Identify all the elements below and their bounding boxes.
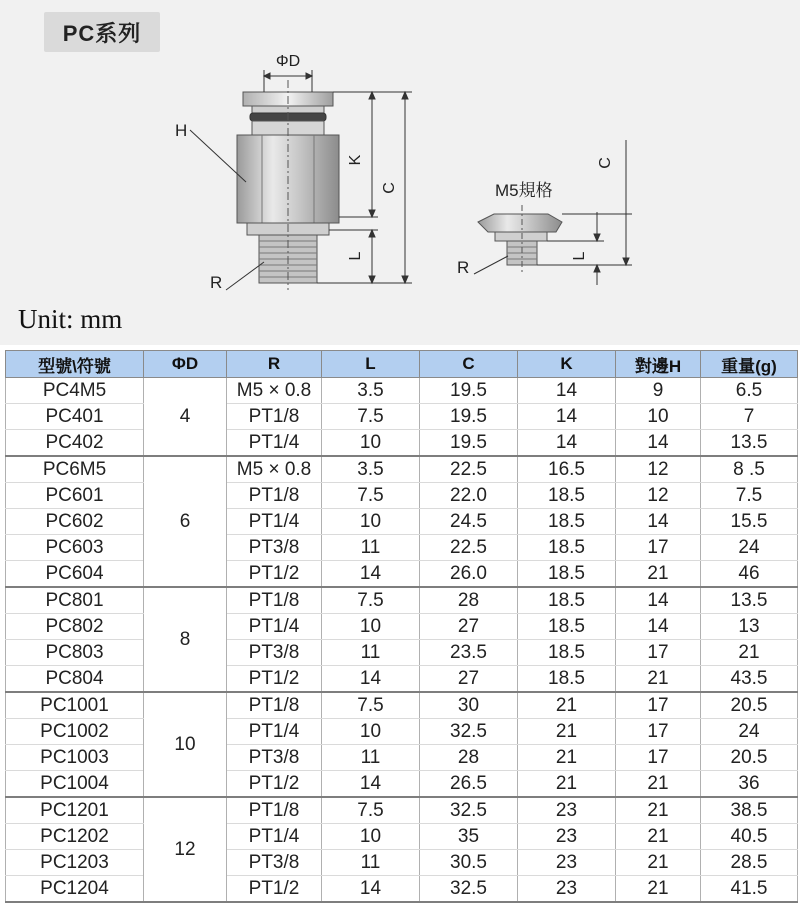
weight-cell: 43.5 xyxy=(701,666,798,693)
hex-h-cell: 21 xyxy=(616,797,701,824)
k-cell: 23 xyxy=(518,876,616,903)
model-cell: PC602 xyxy=(6,509,144,535)
spec-table xyxy=(5,350,798,903)
hex-h-cell: 17 xyxy=(616,692,701,719)
r-thread-cell: PT3/8 xyxy=(227,535,322,561)
col-header-weight: 重量(g) xyxy=(701,351,798,378)
table-row xyxy=(6,614,798,640)
model-cell: PC1002 xyxy=(6,719,144,745)
table-row xyxy=(6,456,798,483)
table-row xyxy=(6,850,798,876)
hex-h-cell: 17 xyxy=(616,535,701,561)
hex-h-cell: 10 xyxy=(616,404,701,430)
model-cell: PC803 xyxy=(6,640,144,666)
model-cell: PC402 xyxy=(6,430,144,457)
weight-cell: 20.5 xyxy=(701,692,798,719)
l-cell: 7.5 xyxy=(322,692,420,719)
r-thread-cell: PT1/4 xyxy=(227,719,322,745)
c-cell: 24.5 xyxy=(420,509,518,535)
k-cell: 21 xyxy=(518,771,616,798)
table-row xyxy=(6,378,798,404)
weight-cell: 46 xyxy=(701,561,798,588)
l-cell: 11 xyxy=(322,640,420,666)
l-cell: 7.5 xyxy=(322,483,420,509)
k-cell: 18.5 xyxy=(518,587,616,614)
l-cell: 10 xyxy=(322,509,420,535)
k-cell: 18.5 xyxy=(518,535,616,561)
l-cell: 14 xyxy=(322,876,420,903)
c-cell: 32.5 xyxy=(420,797,518,824)
c-cell: 30 xyxy=(420,692,518,719)
k-cell: 21 xyxy=(518,719,616,745)
model-cell: PC4M5 xyxy=(6,378,144,404)
l-cell: 11 xyxy=(322,745,420,771)
r-label: R xyxy=(210,273,223,292)
l-cell: 3.5 xyxy=(322,378,420,404)
k-cell: 18.5 xyxy=(518,666,616,693)
c-cell: 23.5 xyxy=(420,640,518,666)
hex-h-cell: 14 xyxy=(616,430,701,457)
r-thread-cell: PT1/8 xyxy=(227,404,322,430)
l-cell: 10 xyxy=(322,614,420,640)
model-cell: PC1001 xyxy=(6,692,144,719)
table-row xyxy=(6,771,798,798)
weight-cell: 13.5 xyxy=(701,430,798,457)
c-cell: 30.5 xyxy=(420,850,518,876)
diameter-cell: 6 xyxy=(144,456,227,587)
fitting-body xyxy=(237,80,339,290)
diameter-cell: 4 xyxy=(144,378,227,457)
l-cell: 14 xyxy=(322,771,420,798)
c-cell: 22.5 xyxy=(420,535,518,561)
model-cell: PC401 xyxy=(6,404,144,430)
weight-cell: 41.5 xyxy=(701,876,798,903)
weight-cell: 7 xyxy=(701,404,798,430)
weight-cell: 24 xyxy=(701,535,798,561)
hex-h-cell: 9 xyxy=(616,378,701,404)
r-thread-cell: PT3/8 xyxy=(227,640,322,666)
c-cell: 28 xyxy=(420,587,518,614)
table-row xyxy=(6,666,798,693)
col-header-diameter: ΦD xyxy=(144,351,227,378)
phi-d-label: ΦD xyxy=(275,53,301,70)
model-cell: PC604 xyxy=(6,561,144,588)
k-cell: 18.5 xyxy=(518,483,616,509)
c-cell: 26.0 xyxy=(420,561,518,588)
l-cell: 14 xyxy=(322,666,420,693)
c-cell: 32.5 xyxy=(420,876,518,903)
k-cell: 23 xyxy=(518,797,616,824)
k-cell: 16.5 xyxy=(518,456,616,483)
diameter-cell: 12 xyxy=(144,797,227,902)
table-row xyxy=(6,692,798,719)
hex-h-cell: 17 xyxy=(616,745,701,771)
k-cell: 18.5 xyxy=(518,614,616,640)
hex-h-cell: 12 xyxy=(616,483,701,509)
r-thread-cell: PT1/2 xyxy=(227,876,322,903)
model-cell: PC601 xyxy=(6,483,144,509)
table-row xyxy=(6,509,798,535)
fitting-dimension-drawing xyxy=(0,0,800,345)
l-cell: 11 xyxy=(322,850,420,876)
r-thread-cell: PT1/2 xyxy=(227,561,322,588)
weight-cell: 15.5 xyxy=(701,509,798,535)
k-cell: 21 xyxy=(518,692,616,719)
table-row xyxy=(6,430,798,457)
weight-cell: 6.5 xyxy=(701,378,798,404)
r-thread-cell: M5 × 0.8 xyxy=(227,378,322,404)
m5-dimensions xyxy=(537,140,632,285)
diameter-cell: 10 xyxy=(144,692,227,797)
hex-h-cell: 21 xyxy=(616,850,701,876)
r-thread-cell: PT1/8 xyxy=(227,483,322,509)
r-thread-cell: PT1/4 xyxy=(227,824,322,850)
hex-h-cell: 12 xyxy=(616,456,701,483)
weight-cell: 8 .5 xyxy=(701,456,798,483)
c-cell: 22.0 xyxy=(420,483,518,509)
h-label: H xyxy=(175,121,188,140)
l-cell: 7.5 xyxy=(322,404,420,430)
l-cell: 3.5 xyxy=(322,456,420,483)
m5-fitting-body xyxy=(478,205,562,272)
model-cell: PC801 xyxy=(6,587,144,614)
hex-h-cell: 14 xyxy=(616,587,701,614)
l-cell: 7.5 xyxy=(322,587,420,614)
r-thread-cell: PT1/8 xyxy=(227,797,322,824)
series-title: PC系列 xyxy=(44,12,160,52)
r-thread-cell: PT1/4 xyxy=(227,430,322,457)
table-row xyxy=(6,404,798,430)
c-label: C xyxy=(381,182,398,194)
hex-h-cell: 14 xyxy=(616,509,701,535)
weight-cell: 20.5 xyxy=(701,745,798,771)
k-cell: 18.5 xyxy=(518,640,616,666)
c-cell: 19.5 xyxy=(420,430,518,457)
table-row xyxy=(6,719,798,745)
r-thread-cell: PT3/8 xyxy=(227,850,322,876)
model-cell: PC1003 xyxy=(6,745,144,771)
model-cell: PC1204 xyxy=(6,876,144,903)
c-cell: 28 xyxy=(420,745,518,771)
r-thread-cell: PT1/8 xyxy=(227,587,322,614)
r-thread-cell: PT1/2 xyxy=(227,666,322,693)
table-row xyxy=(6,797,798,824)
weight-cell: 7.5 xyxy=(701,483,798,509)
weight-cell: 28.5 xyxy=(701,850,798,876)
k-cell: 23 xyxy=(518,824,616,850)
m5-r-label: R xyxy=(457,258,470,277)
r-thread-cell: PT1/8 xyxy=(227,692,322,719)
hex-h-cell: 21 xyxy=(616,561,701,588)
col-header-r: R xyxy=(227,351,322,378)
m5-spec-title: M5規格 xyxy=(495,181,553,200)
weight-cell: 24 xyxy=(701,719,798,745)
hex-h-cell: 14 xyxy=(616,614,701,640)
table-row xyxy=(6,535,798,561)
hex-h-cell: 17 xyxy=(616,719,701,745)
hex-h-cell: 21 xyxy=(616,771,701,798)
table-row xyxy=(6,587,798,614)
c-cell: 35 xyxy=(420,824,518,850)
c-cell: 22.5 xyxy=(420,456,518,483)
model-cell: PC1004 xyxy=(6,771,144,798)
model-cell: PC1201 xyxy=(6,797,144,824)
weight-cell: 40.5 xyxy=(701,824,798,850)
unit-note: Unit: mm xyxy=(18,304,123,334)
table-header-row xyxy=(6,351,798,378)
table-row xyxy=(6,876,798,903)
weight-cell: 13 xyxy=(701,614,798,640)
l-label: L xyxy=(347,251,364,261)
r-thread-cell: PT3/8 xyxy=(227,745,322,771)
model-cell: PC802 xyxy=(6,614,144,640)
col-header-c: C xyxy=(420,351,518,378)
l-cell: 10 xyxy=(322,719,420,745)
col-header-model: 型號\符號 xyxy=(6,351,144,378)
l-cell: 14 xyxy=(322,561,420,588)
k-cell: 14 xyxy=(518,430,616,457)
model-cell: PC804 xyxy=(6,666,144,693)
col-header-hex-h: 對邊H xyxy=(616,351,701,378)
r-thread-cell: PT1/4 xyxy=(227,509,322,535)
weight-cell: 21 xyxy=(701,640,798,666)
model-cell: PC1203 xyxy=(6,850,144,876)
weight-cell: 36 xyxy=(701,771,798,798)
k-cell: 14 xyxy=(518,378,616,404)
col-header-k: K xyxy=(518,351,616,378)
c-cell: 27 xyxy=(420,614,518,640)
table-row xyxy=(6,745,798,771)
hex-h-cell: 17 xyxy=(616,640,701,666)
hex-h-cell: 21 xyxy=(616,876,701,903)
l-cell: 10 xyxy=(322,430,420,457)
c-cell: 19.5 xyxy=(420,404,518,430)
c-cell: 19.5 xyxy=(420,378,518,404)
weight-cell: 13.5 xyxy=(701,587,798,614)
table-row xyxy=(6,640,798,666)
table-row xyxy=(6,824,798,850)
m5-l-label: L xyxy=(571,251,588,261)
model-cell: PC1202 xyxy=(6,824,144,850)
table-row xyxy=(6,561,798,588)
c-cell: 32.5 xyxy=(420,719,518,745)
hex-h-cell: 21 xyxy=(616,666,701,693)
k-cell: 18.5 xyxy=(518,509,616,535)
r-thread-cell: PT1/2 xyxy=(227,771,322,798)
l-cell: 7.5 xyxy=(322,797,420,824)
k-cell: 23 xyxy=(518,850,616,876)
table-row xyxy=(6,483,798,509)
r-thread-cell: PT1/4 xyxy=(227,614,322,640)
k-cell: 18.5 xyxy=(518,561,616,588)
m5-c-label: C xyxy=(597,157,614,169)
weight-cell: 38.5 xyxy=(701,797,798,824)
c-cell: 26.5 xyxy=(420,771,518,798)
k-label: K xyxy=(347,154,364,166)
k-cell: 21 xyxy=(518,745,616,771)
l-cell: 10 xyxy=(322,824,420,850)
c-cell: 27 xyxy=(420,666,518,693)
col-header-l: L xyxy=(322,351,420,378)
l-cell: 11 xyxy=(322,535,420,561)
model-cell: PC603 xyxy=(6,535,144,561)
hex-h-cell: 21 xyxy=(616,824,701,850)
model-cell: PC6M5 xyxy=(6,456,144,483)
spec-table-body xyxy=(6,378,798,903)
r-thread-cell: M5 × 0.8 xyxy=(227,456,322,483)
k-cell: 14 xyxy=(518,404,616,430)
diameter-cell: 8 xyxy=(144,587,227,692)
